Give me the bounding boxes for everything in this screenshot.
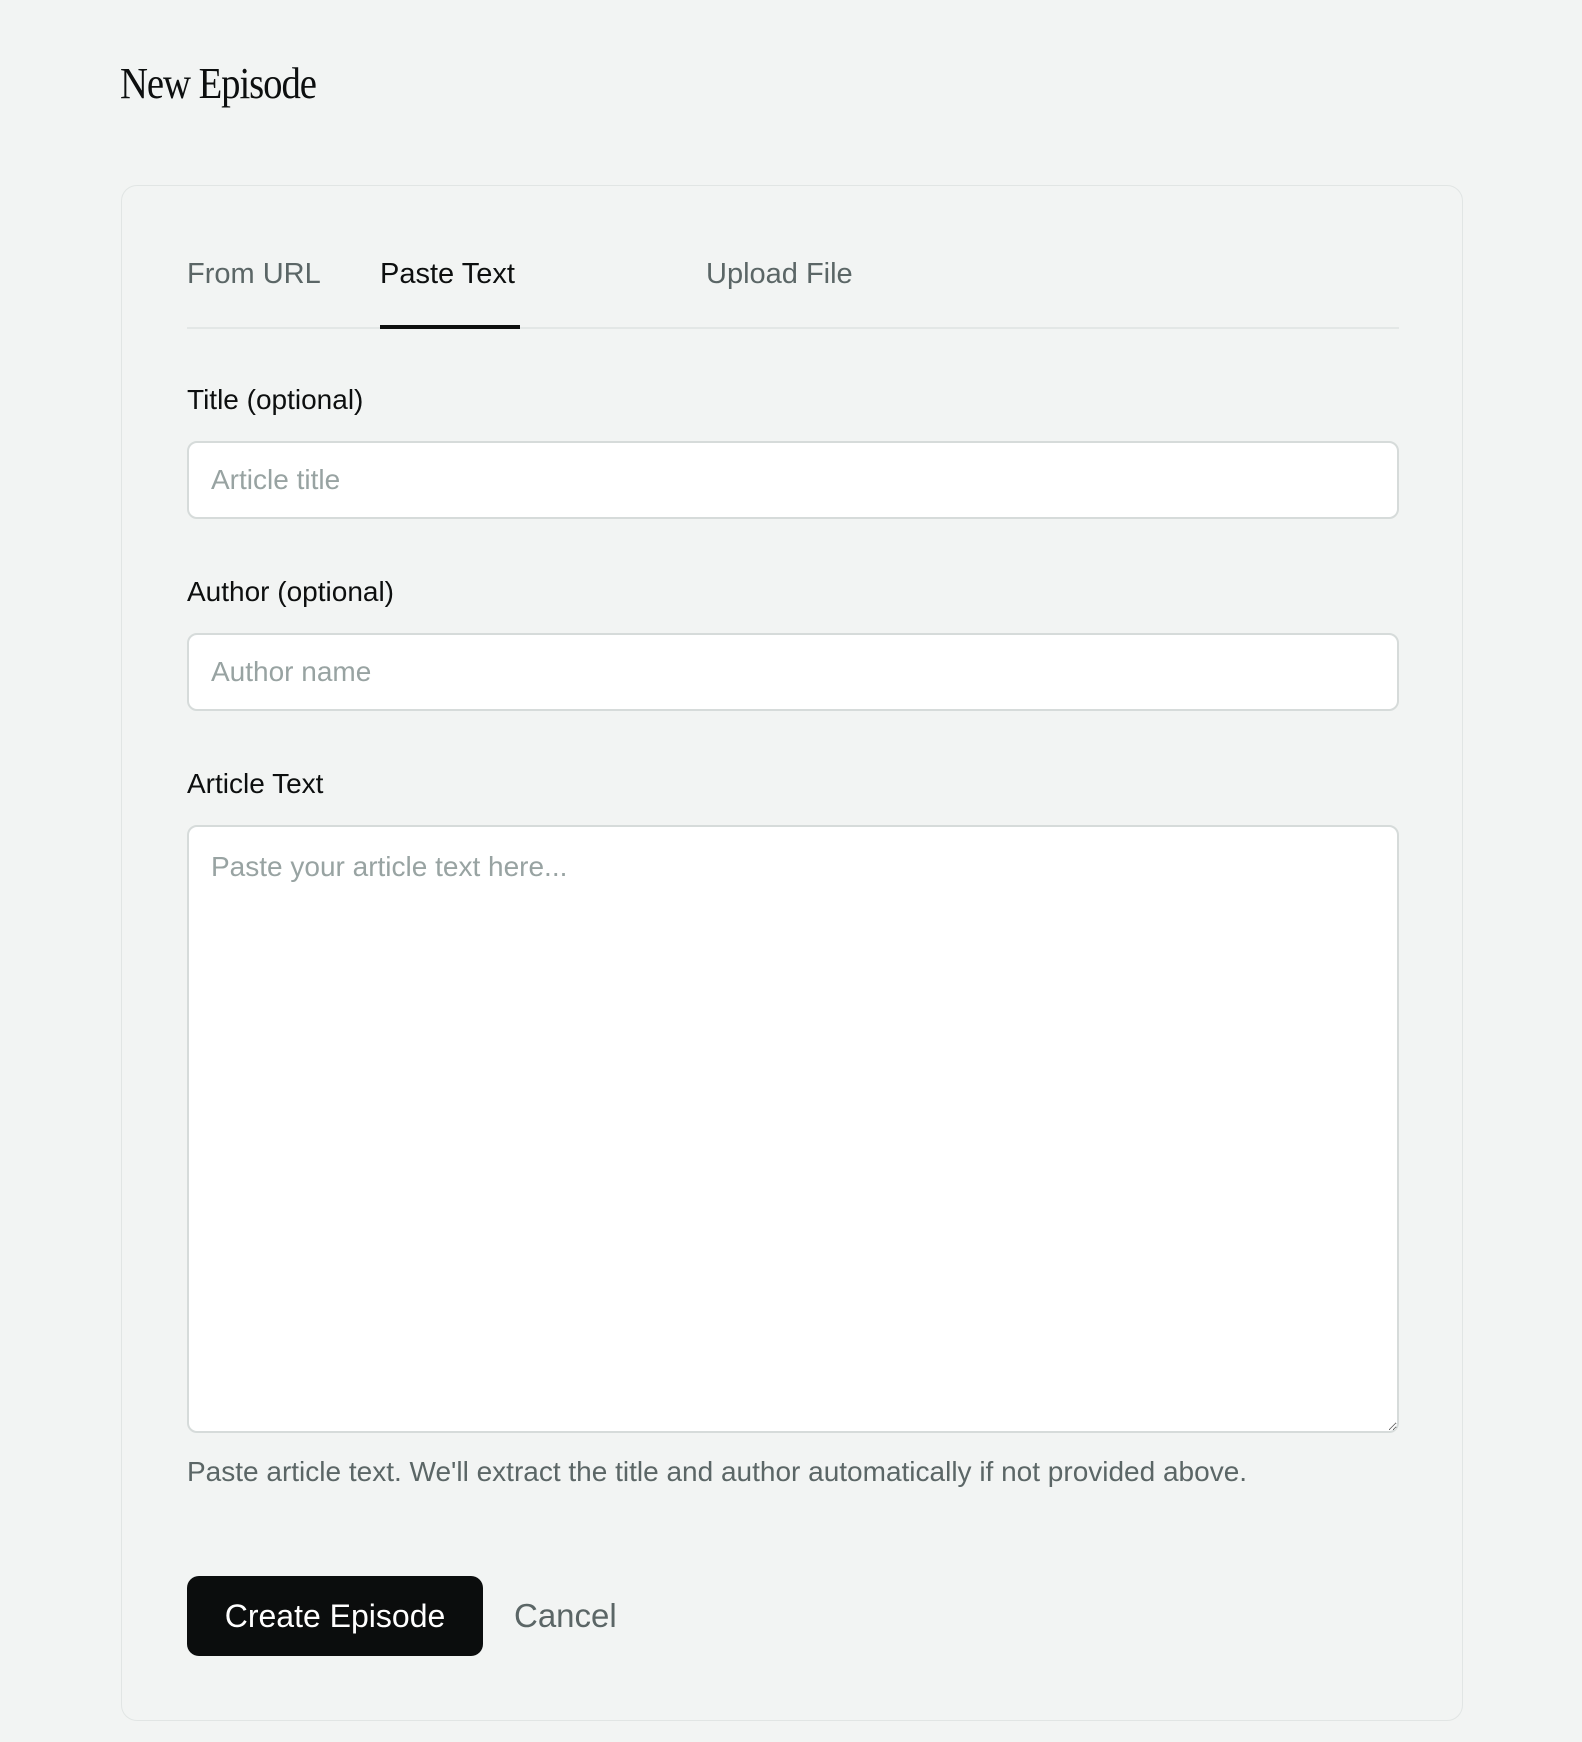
tab-from-url[interactable]: From URL — [187, 258, 321, 290]
title-label: Title (optional) — [187, 384, 364, 415]
page-title: New Episode — [120, 59, 316, 108]
article-text-label: Article Text — [187, 768, 324, 799]
author-label: Author (optional) — [187, 576, 395, 607]
article-text-area[interactable] — [187, 825, 1399, 1433]
cancel-button[interactable]: Cancel — [514, 1576, 617, 1656]
title-input[interactable] — [187, 441, 1399, 519]
author-input[interactable] — [187, 633, 1399, 711]
active-tab-indicator — [380, 325, 520, 329]
article-text-hint: Paste article text. We'll extract the title and author automatically if not provided above. — [187, 1456, 1248, 1487]
tab-upload-file[interactable]: Upload File — [706, 258, 853, 290]
tab-paste-text[interactable]: Paste Text — [380, 258, 515, 290]
episode-form-card — [121, 185, 1463, 1721]
source-tabs — [187, 186, 1399, 329]
create-episode-button[interactable]: Create Episode — [187, 1576, 483, 1656]
